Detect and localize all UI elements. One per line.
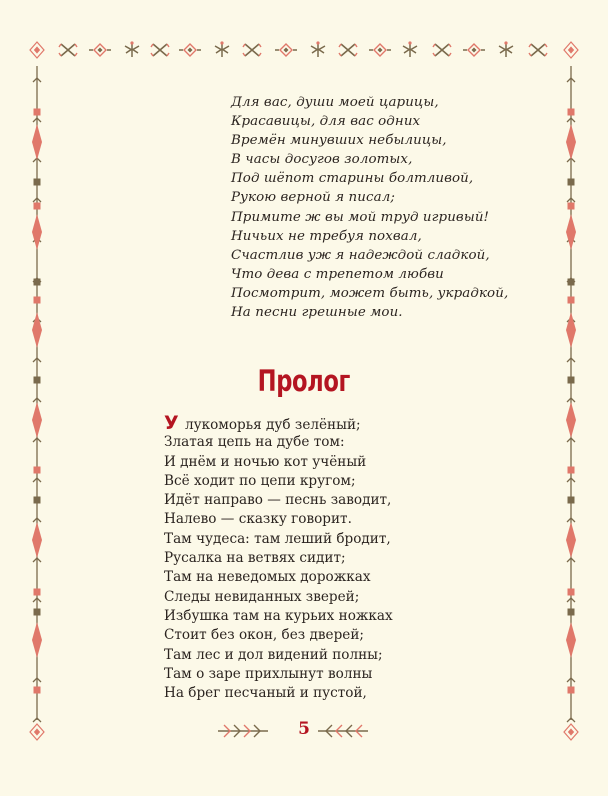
square-bead-icon	[34, 203, 41, 210]
border-motif-icon	[59, 44, 77, 56]
poem-line: Русалка на ветвях сидит;	[164, 550, 346, 567]
poem-line: Примите ж вы мой труд игривый!	[231, 209, 490, 225]
long-diamond-icon	[566, 402, 576, 438]
long-diamond-icon	[32, 214, 42, 250]
square-bead-icon	[34, 687, 41, 694]
square-bead-icon	[34, 497, 41, 504]
square-bead-icon	[568, 467, 575, 474]
long-diamond-icon	[566, 622, 576, 658]
border-motif-icon	[243, 44, 261, 56]
poem-line: Там чудеса: там леший бродит,	[164, 530, 391, 547]
square-bead-icon	[568, 377, 575, 384]
poem-line: Следы невиданных зверей;	[164, 588, 360, 605]
border-motif-icon	[215, 41, 229, 57]
poem-line: Стоит без окон, без дверей;	[164, 627, 364, 644]
drop-cap: У	[164, 412, 179, 434]
poem-line: В часы досугов золотых,	[231, 152, 413, 168]
poem-line: На песни грешные мои.	[231, 305, 403, 321]
poem-line: Что дева с трепетом любви	[231, 266, 444, 282]
square-bead-icon	[568, 297, 575, 304]
poem-line: Посмотрит, может быть, украдкой,	[231, 285, 509, 301]
poem-line: У лукоморья дуб зелёный;	[164, 412, 361, 434]
poem-line: Для вас, души моей царицы,	[231, 95, 439, 110]
square-bead-icon	[568, 497, 575, 504]
long-diamond-icon	[32, 622, 42, 658]
long-diamond-icon	[32, 402, 42, 438]
poem-line: Под шёпот старины болтливой,	[231, 171, 474, 187]
poem-line: Рукою верной я писал;	[231, 190, 395, 206]
border-motif-icon	[369, 44, 391, 56]
border-motif-icon	[499, 41, 513, 57]
poem-line: Налево — сказку говорит.	[164, 511, 352, 528]
long-diamond-icon	[32, 522, 42, 558]
poem-line: Счастлив уж я надеждой сладкой,	[231, 247, 490, 263]
square-bead-icon	[568, 203, 575, 210]
border-motif-icon	[89, 44, 111, 56]
border-motif-icon	[151, 44, 169, 56]
long-diamond-icon	[32, 312, 42, 348]
page-number: 5	[298, 719, 310, 739]
long-diamond-icon	[566, 522, 576, 558]
poem-line: Идёт направо — песнь заводит,	[164, 492, 392, 509]
corner-diamond-icon	[564, 42, 578, 58]
square-bead-icon	[568, 687, 575, 694]
corner-diamond-icon	[30, 42, 44, 58]
square-bead-icon	[34, 179, 41, 186]
square-bead-icon	[34, 109, 41, 116]
chapter-title: Пролог	[257, 364, 350, 398]
poem-line: Всё ходит по цепи кругом;	[164, 472, 356, 489]
poem-line: Красавицы, для вас одних	[231, 114, 421, 130]
border-motif-icon	[529, 44, 547, 56]
border-motif-icon	[311, 41, 325, 57]
square-bead-icon	[34, 297, 41, 304]
poem-line: Избушка там на курьих ножках	[164, 607, 393, 624]
square-bead-icon	[568, 589, 575, 596]
poem-line: Там лес и дол видений полны;	[164, 646, 383, 663]
long-diamond-icon	[566, 312, 576, 348]
square-bead-icon	[568, 179, 575, 186]
square-bead-icon	[568, 609, 575, 616]
border-motif-icon	[463, 44, 485, 56]
border-motif-icon	[403, 41, 417, 57]
border-motif-icon	[339, 44, 357, 56]
poem-line: На брег песчаный и пустой,	[164, 685, 367, 702]
square-bead-icon	[34, 467, 41, 474]
square-bead-icon	[568, 279, 575, 286]
square-bead-icon	[34, 609, 41, 616]
dedication-poem	[231, 93, 508, 322]
long-diamond-icon	[566, 214, 576, 250]
square-bead-icon	[568, 109, 575, 116]
long-diamond-icon	[32, 124, 42, 160]
square-bead-icon	[34, 589, 41, 596]
long-diamond-icon	[566, 124, 576, 160]
square-bead-icon	[34, 377, 41, 384]
poem-line: Там на неведомых дорожках	[164, 569, 371, 586]
poem-line: И днём и ночью кот учёный	[164, 453, 367, 470]
poem-line: Златая цепь на дубе том:	[164, 434, 345, 451]
poem-line: Там о заре прихлынут волны	[164, 665, 373, 682]
poem-line: Времён минувших небылицы,	[231, 133, 447, 149]
square-bead-icon	[34, 279, 41, 286]
border-motif-icon	[125, 41, 139, 57]
border-motif-icon	[275, 44, 297, 56]
prologue-poem	[164, 412, 393, 702]
border-motif-icon	[179, 44, 201, 56]
poem-line: Ничьих не требуя похвал,	[231, 228, 422, 244]
border-motif-icon	[433, 44, 451, 56]
